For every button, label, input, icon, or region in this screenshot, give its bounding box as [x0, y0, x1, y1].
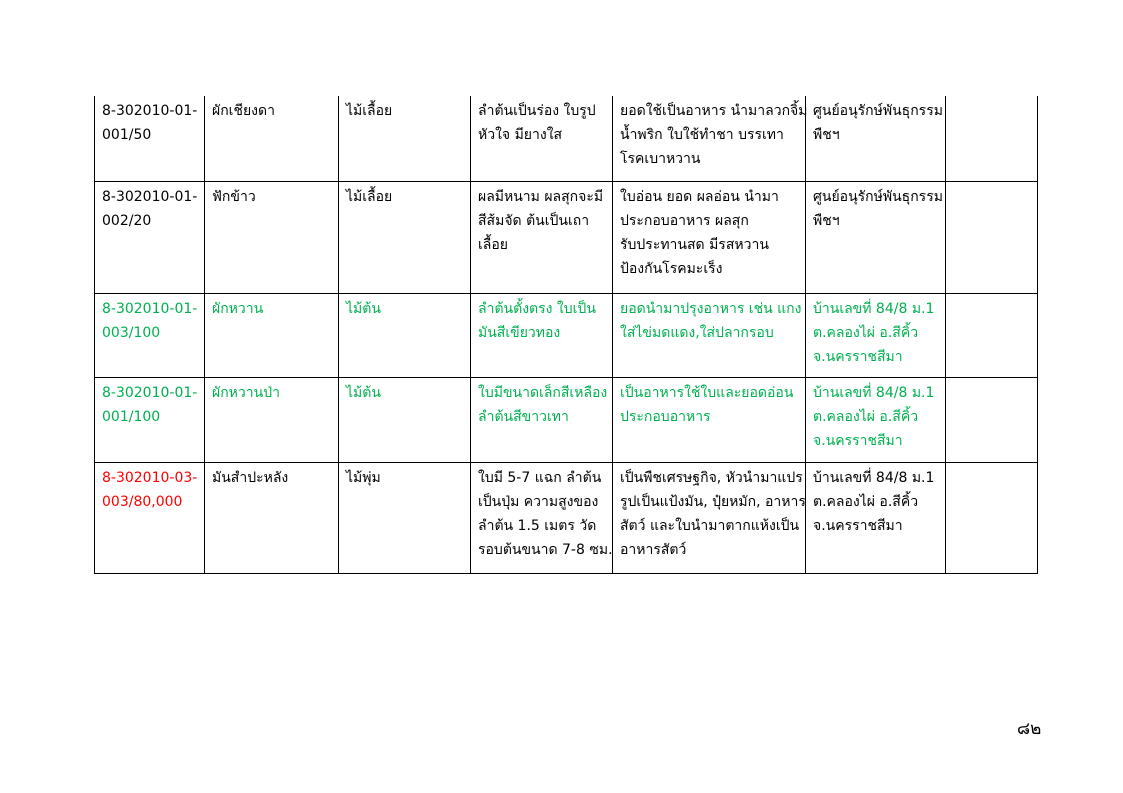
cell-features: ลำต้นเป็นร่อง ใบรูป หัวใจ มียางใส [471, 96, 613, 181]
cell-code: 8-302010-03- 003/80,000 [95, 462, 205, 573]
cell-name: ฟักข้าว [205, 181, 339, 293]
cell-location: บ้านเลขที่ 84/8 ม.1 ต.คลองไผ่ อ.สีคิ้ว จ.นครราชสีมา [806, 462, 946, 573]
cell-uses: เป็นพืชเศรษฐกิจ, หัวนำมาแปร รูปเป็นแป้งมัน, ปุ๋ยหมัก, อาหาร สัตว์ และใบนำมาตากแห้งเป็น อาหารสัตว์ [613, 462, 806, 573]
page-number: ๘๒ [1017, 719, 1042, 739]
cell-uses: เป็นอาหารใช้ใบและยอดอ่อน ประกอบอาหาร [613, 377, 806, 462]
cell-note [946, 181, 1038, 293]
cell-features: ใบมีขนาดเล็กสีเหลือง ลำต้นสีขาวเทา [471, 377, 613, 462]
table-row [95, 462, 1038, 573]
table-row [95, 96, 1038, 181]
table-row [95, 377, 1038, 462]
cell-note [946, 462, 1038, 573]
cell-code: 8-302010-01- 003/100 [95, 293, 205, 377]
cell-location: ศูนย์อนุรักษ์พันธุกรรม พืชฯ [806, 96, 946, 181]
cell-type: ไม้ต้น [339, 377, 471, 462]
cell-type: ไม้พุ่ม [339, 462, 471, 573]
cell-type: ไม้เลื้อย [339, 181, 471, 293]
cell-uses: ยอดนำมาปรุงอาหาร เช่น แกง ใส่ไข่มดแดง,ใส่ปลากรอบ [613, 293, 806, 377]
cell-location: บ้านเลขที่ 84/8 ม.1 ต.คลองไผ่ อ.สีคิ้ว จ.นครราชสีมา [806, 377, 946, 462]
cell-location: บ้านเลขที่ 84/8 ม.1 ต.คลองไผ่ อ.สีคิ้ว จ.นครราชสีมา [806, 293, 946, 377]
cell-uses: ยอดใช้เป็นอาหาร นำมาลวกจิ้ม น้ำพริก ใบใช้ทำชา บรรเทา โรคเบาหวาน [613, 96, 806, 181]
cell-name: ผักหวานป่า [205, 377, 339, 462]
cell-note [946, 377, 1038, 462]
cell-code: 8-302010-01- 002/20 [95, 181, 205, 293]
cell-uses: ใบอ่อน ยอด ผลอ่อน นำมา ประกอบอาหาร ผลสุก รับประทานสด มีรสหวาน ป้องกันโรคมะเร็ง [613, 181, 806, 293]
cell-name: ผักเชียงดา [205, 96, 339, 181]
cell-features: ลำต้นตั้งตรง ใบเป็น มันสีเขียวทอง [471, 293, 613, 377]
cell-name: มันสำปะหลัง [205, 462, 339, 573]
cell-type: ไม้ต้น [339, 293, 471, 377]
cell-features: ใบมี 5-7 แฉก ลำต้น เป็นปุ่ม ความสูงของ ลำต้น 1.5 เมตร วัด รอบต้นขนาด 7-8 ซม. [471, 462, 613, 573]
table-row [95, 181, 1038, 293]
cell-location: ศูนย์อนุรักษ์พันธุกรรม พืชฯ [806, 181, 946, 293]
cell-features: ผลมีหนาม ผลสุกจะมี สีส้มจัด ต้นเป็นเถา เลื้อย [471, 181, 613, 293]
table-row [95, 293, 1038, 377]
cell-code: 8-302010-01- 001/50 [95, 96, 205, 181]
cell-type: ไม้เลื้อย [339, 96, 471, 181]
cell-name: ผักหวาน [205, 293, 339, 377]
plant-registry-table [94, 96, 1038, 574]
cell-note [946, 96, 1038, 181]
cell-note [946, 293, 1038, 377]
cell-code: 8-302010-01- 001/100 [95, 377, 205, 462]
